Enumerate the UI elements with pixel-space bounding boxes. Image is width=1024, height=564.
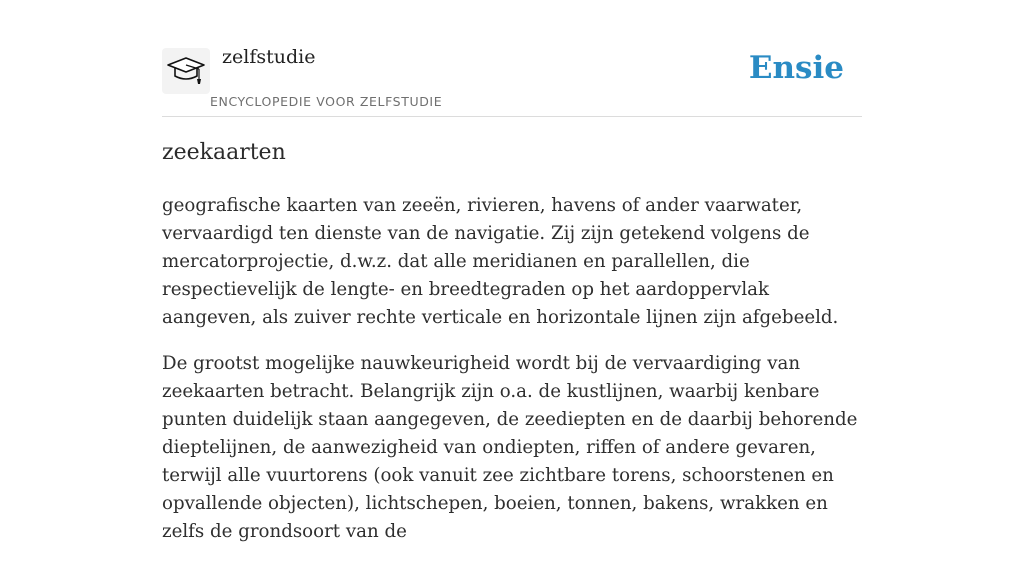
- brand-logo-link[interactable]: Ensie: [748, 50, 844, 86]
- site-tagline: ENCYCLOPEDIE VOOR ZELFSTUDIE: [210, 94, 443, 109]
- article-paragraph-2: De grootst mogelijke nauwkeurigheid wordt bij de vervaardiging van zeekaarten betracht. Belangrijk zijn o.a. de kustlijnen, waarbij kenbare punten duidelijk staan aangegeven, de zeediepten en de daarbij behorende dieptelijnen, de aanwezigheid van ondiepten, riffen of andere gevaren, terwijl alle vuurtorens (ook vanuit zee zichtbare torens, schoorstenen en opvallende objecten), lichtschepen, boeien, tonnen, bakens, wrakken en zelfs de grondsoort van de: [162, 353, 858, 542]
- site-header: [162, 0, 862, 117]
- page-title: zeekaarten: [162, 140, 286, 165]
- article-paragraph-1: geografische kaarten van zeeën, rivieren, havens of ander vaarwater, vervaardigd ten dienste van de navigatie. Zij zijn getekend volgens de mercatorprojectie, d.w.z. dat alle meridianen en parallellen, die respectievelijk de lengte- en breedtegraden op het aardoppervlak aangeven, als zuiver rechte verticale en horizontale lijnen zijn afgebeeld.: [162, 195, 839, 328]
- site-name[interactable]: zelfstudie: [222, 46, 316, 68]
- article-body: [162, 192, 862, 564]
- graduation-cap-icon: [166, 55, 206, 87]
- site-logo[interactable]: [162, 48, 210, 94]
